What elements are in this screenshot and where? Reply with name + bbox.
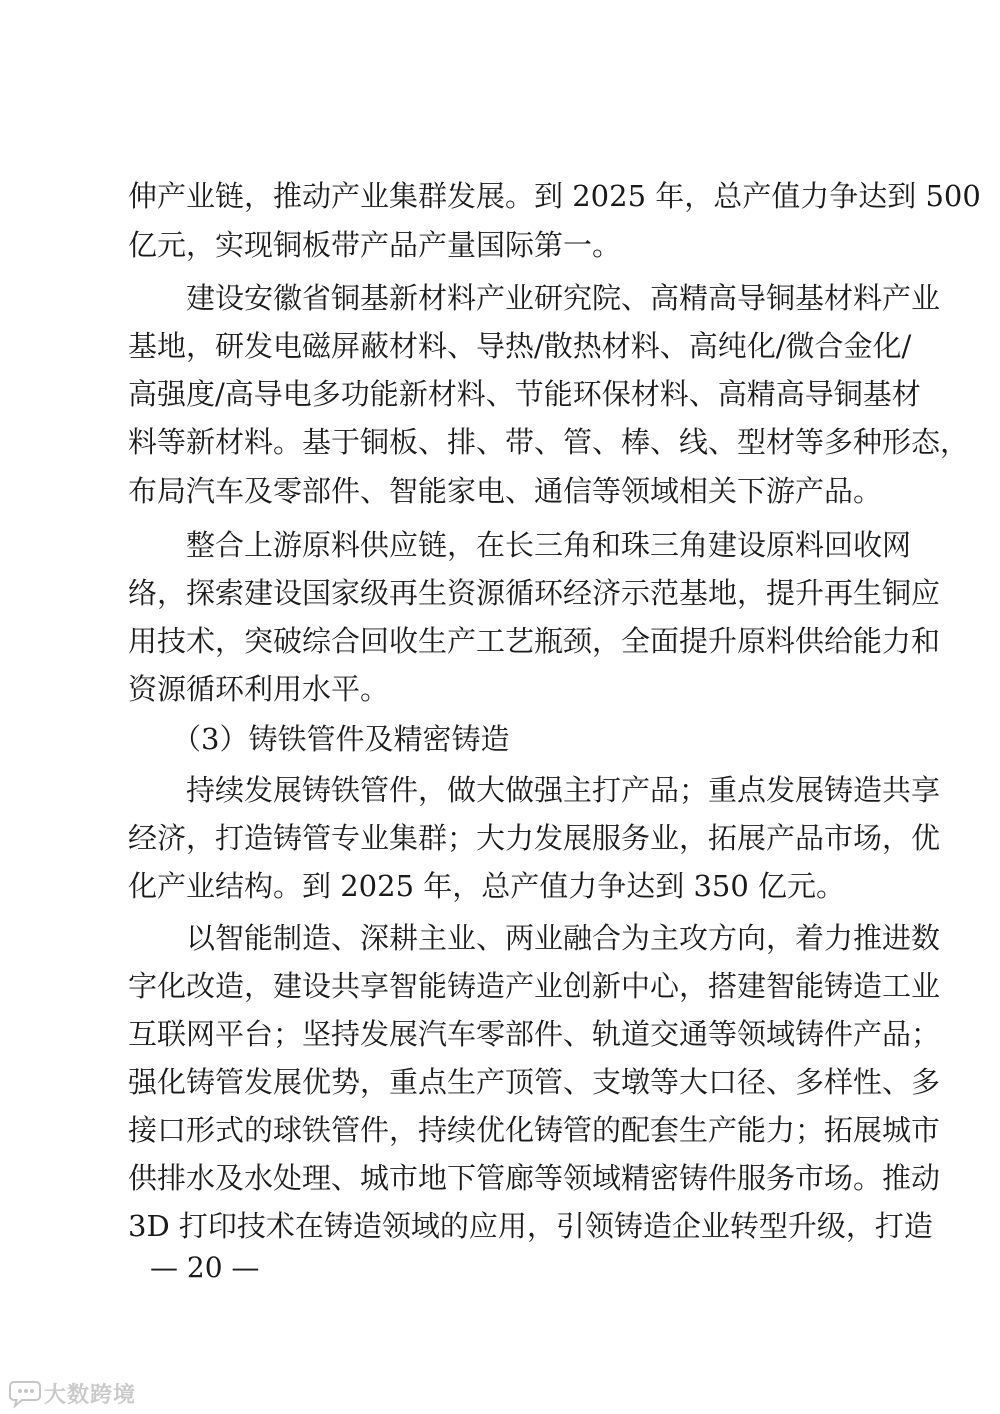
text-line-5: 高强度/高导电多功能新材料、节能环保材料、高精高导铜基材 <box>128 377 921 411</box>
text-line-19: 强化铸管发展优势，重点生产顶管、支墩等大口径、多样性、多 <box>128 1065 941 1099</box>
text-line-1: 伸产业链，推动产业集群发展。到 2025 年，总产值力争达到 500 <box>128 179 981 213</box>
text-line-13: 持续发展铸铁管件，做大做强主打产品；重点发展铸造共享 <box>186 773 941 807</box>
text-line-16: 以智能制造、深耕主业、两业融合为主攻方向，着力推进数 <box>186 921 941 955</box>
section-heading: （3）铸铁管件及精密铸造 <box>172 722 510 756</box>
text-line-10: 用技术，突破综合回收生产工艺瓶颈，全面提升原料供给能力和 <box>128 624 941 658</box>
text-line-7: 布局汽车及零部件、智能家电、通信等领域相关下游产品。 <box>128 474 883 508</box>
text-line-17: 字化改造，建设共享智能铸造产业创新中心，搭建智能铸造工业 <box>128 969 941 1003</box>
text-line-15: 化产业结构。到 2025 年，总产值力争达到 350 亿元。 <box>128 869 846 903</box>
speech-bubble-logo-icon <box>8 1378 42 1408</box>
page-number: — 20 — <box>150 1251 260 1284</box>
text-line-8: 整合上游原料供应链，在长三角和珠三角建设原料回收网 <box>186 528 912 562</box>
text-line-4: 基地，研发电磁屏蔽材料、导热/散热材料、高纯化/微合金化/ <box>128 329 912 363</box>
text-line-3: 建设安徽省铜基新材料产业研究院、高精高导铜基材料产业 <box>186 281 941 315</box>
text-line-22: 3D 打印技术在铸造领域的应用，引领铸造企业转型升级，打造 <box>128 1209 933 1243</box>
text-line-6: 料等新材料。基于铜板、排、带、管、棒、线、型材等多种形态， <box>128 425 970 459</box>
text-line-9: 络，探索建设国家级再生资源循环经济示范基地，提升再生铜应 <box>128 576 941 610</box>
text-line-18: 互联网平台；坚持发展汽车零部件、轨道交通等领域铸件产品； <box>128 1017 941 1051</box>
text-line-2: 亿元，实现铜板带产品产量国际第一。 <box>128 228 622 262</box>
text-line-21: 供排水及水处理、城市地下管廊等领域精密铸件服务市场。推动 <box>128 1161 941 1195</box>
text-line-20: 接口形式的球铁管件，持续优化铸管的配套生产能力；拓展城市 <box>128 1113 941 1147</box>
text-line-14: 经济，打造铸管专业集群；大力发展服务业，拓展产品市场，优 <box>128 821 941 855</box>
text-line-11: 资源循环利用水平。 <box>128 672 390 706</box>
watermark <box>8 1376 136 1410</box>
watermark-text: 大数跨境 <box>44 1382 137 1408</box>
